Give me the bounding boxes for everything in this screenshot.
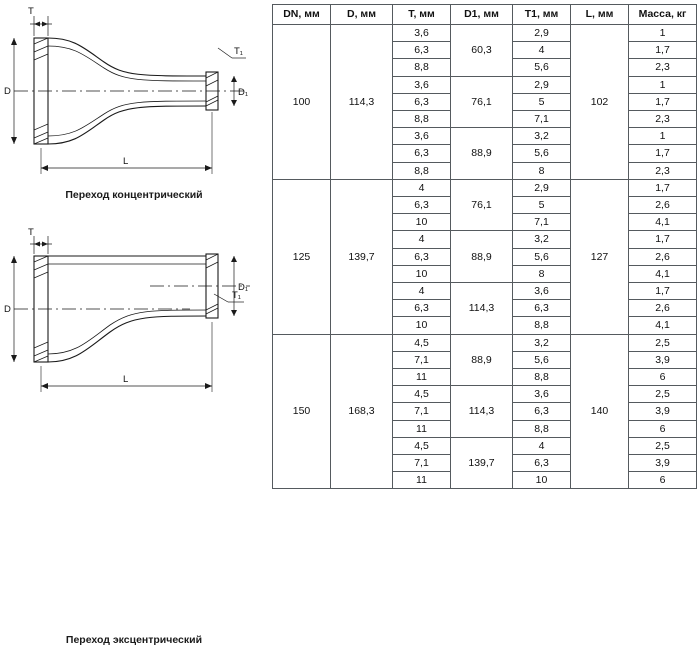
cell-t1: 2,9: [513, 179, 571, 196]
cell-t: 7,1: [393, 403, 451, 420]
cell-t1: 2,9: [513, 25, 571, 42]
concentric-reducer-caption: Переход концентрический: [65, 189, 203, 201]
cell-dn: 125: [273, 179, 331, 334]
cell-d1: 88,9: [451, 334, 513, 386]
cell-mass: 2,6: [629, 248, 697, 265]
cell-dn: 150: [273, 334, 331, 489]
cell-t1: 8,8: [513, 369, 571, 386]
cell-d1: 76,1: [451, 179, 513, 231]
cell-t: 4,5: [393, 334, 451, 351]
cell-d1: 60,3: [451, 25, 513, 77]
cell-t: 6,3: [393, 197, 451, 214]
cell-mass: 1,7: [629, 179, 697, 196]
cell-d1: 76,1: [451, 76, 513, 128]
cell-t: 11: [393, 472, 451, 489]
cell-t1: 5: [513, 197, 571, 214]
cell-t1: 5,6: [513, 59, 571, 76]
concentric-reducer-svg: [0, 2, 268, 192]
cell-mass: 4,1: [629, 265, 697, 282]
cell-t: 4: [393, 179, 451, 196]
cell-mass: 2,3: [629, 111, 697, 128]
cell-t: 6,3: [393, 145, 451, 162]
cell-t: 3,6: [393, 76, 451, 93]
label-T-top: T: [28, 6, 34, 17]
cell-mass: 3,9: [629, 403, 697, 420]
label-D1-top: D₁: [238, 87, 249, 98]
cell-mass: 2,5: [629, 386, 697, 403]
cell-t: 4,5: [393, 386, 451, 403]
cell-mass: 2,5: [629, 334, 697, 351]
label-L-bottom: L: [123, 374, 129, 385]
cell-t: 6,3: [393, 42, 451, 59]
cell-t: 10: [393, 214, 451, 231]
cell-mass: 3,9: [629, 455, 697, 472]
cell-t1: 3,2: [513, 128, 571, 145]
cell-mass: 1: [629, 128, 697, 145]
cell-mass: 2,3: [629, 59, 697, 76]
cell-t1: 4: [513, 42, 571, 59]
cell-t: 7,1: [393, 351, 451, 368]
label-T-bottom: T: [28, 228, 34, 238]
cell-t1: 3,2: [513, 231, 571, 248]
cell-t1: 6,3: [513, 455, 571, 472]
cell-t1: 8: [513, 162, 571, 179]
cell-mass: 2,6: [629, 197, 697, 214]
cell-d1: 114,3: [451, 386, 513, 438]
concentric-reducer-drawing: [0, 2, 268, 227]
cell-t1: 6,3: [513, 403, 571, 420]
header-d: D, мм: [331, 5, 393, 25]
cell-t1: 3,6: [513, 283, 571, 300]
cell-t: 3,6: [393, 25, 451, 42]
cell-mass: 1,7: [629, 42, 697, 59]
eccentric-reducer-drawing: [0, 228, 268, 646]
cell-l: 102: [571, 25, 629, 180]
cell-l: 127: [571, 179, 629, 334]
cell-t: 8,8: [393, 162, 451, 179]
table-body: [273, 25, 697, 489]
cell-t: 11: [393, 369, 451, 386]
cell-mass: 3,9: [629, 351, 697, 368]
cell-t: 11: [393, 420, 451, 437]
cell-mass: 1: [629, 76, 697, 93]
cell-mass: 4,1: [629, 214, 697, 231]
reducer-spec-table: [272, 4, 697, 489]
label-T1-bottom: T₁: [232, 290, 242, 301]
cell-t: 6,3: [393, 93, 451, 110]
cell-t: 6,3: [393, 248, 451, 265]
header-t1: T1, мм: [513, 5, 571, 25]
cell-mass: 1,7: [629, 283, 697, 300]
cell-t: 6,3: [393, 300, 451, 317]
table-header-row: [273, 5, 697, 25]
cell-t1: 2,9: [513, 76, 571, 93]
table-row: [273, 25, 697, 42]
cell-mass: 2,5: [629, 437, 697, 454]
cell-t: 4: [393, 283, 451, 300]
cell-t1: 8,8: [513, 317, 571, 334]
label-D-top: D: [4, 86, 11, 97]
cell-t: 10: [393, 265, 451, 282]
cell-t1: 8: [513, 265, 571, 282]
cell-d: 139,7: [331, 179, 393, 334]
header-mass: Масса, кг: [629, 5, 697, 25]
cell-t: 4,5: [393, 437, 451, 454]
drawings-panel: [0, 0, 268, 646]
cell-d1: 88,9: [451, 128, 513, 180]
cell-mass: 1,7: [629, 93, 697, 110]
header-dn: DN, мм: [273, 5, 331, 25]
cell-t1: 7,1: [513, 214, 571, 231]
cell-mass: 1,7: [629, 231, 697, 248]
cell-d1: 88,9: [451, 231, 513, 283]
cell-d1: 114,3: [451, 283, 513, 335]
cell-mass: 6: [629, 420, 697, 437]
cell-t1: 3,2: [513, 334, 571, 351]
cell-t1: 5,6: [513, 351, 571, 368]
label-D1-bottom: D₁: [238, 282, 249, 293]
cell-t: 10: [393, 317, 451, 334]
cell-mass: 4,1: [629, 317, 697, 334]
cell-t1: 3,6: [513, 386, 571, 403]
cell-d1: 139,7: [451, 437, 513, 489]
label-D-bottom: D: [4, 304, 11, 315]
cell-mass: 6: [629, 472, 697, 489]
cell-t: 8,8: [393, 59, 451, 76]
cell-t: 4: [393, 231, 451, 248]
cell-t: 8,8: [393, 111, 451, 128]
cell-t1: 5,6: [513, 248, 571, 265]
cell-dn: 100: [273, 25, 331, 180]
cell-d: 168,3: [331, 334, 393, 489]
header-d1: D1, мм: [451, 5, 513, 25]
cell-mass: 6: [629, 369, 697, 386]
cell-t1: 7,1: [513, 111, 571, 128]
cell-t1: 5: [513, 93, 571, 110]
spec-table-wrap: [272, 4, 696, 489]
eccentric-reducer-caption: Переход эксцентрический: [65, 634, 203, 646]
cell-t: 7,1: [393, 455, 451, 472]
header-t: T, мм: [393, 5, 451, 25]
table-row: [273, 179, 697, 196]
table-row: [273, 334, 697, 351]
cell-t1: 6,3: [513, 300, 571, 317]
label-L-top: L: [123, 156, 129, 167]
label-T1-top: T₁: [234, 46, 244, 57]
cell-d: 114,3: [331, 25, 393, 180]
cell-t1: 5,6: [513, 145, 571, 162]
cell-mass: 2,6: [629, 300, 697, 317]
cell-l: 140: [571, 334, 629, 489]
cell-t1: 4: [513, 437, 571, 454]
cell-t1: 8,8: [513, 420, 571, 437]
cell-mass: 1: [629, 25, 697, 42]
eccentric-reducer-svg: [0, 228, 268, 418]
header-l: L, мм: [571, 5, 629, 25]
cell-mass: 2,3: [629, 162, 697, 179]
cell-mass: 1,7: [629, 145, 697, 162]
cell-t1: 10: [513, 472, 571, 489]
cell-t: 3,6: [393, 128, 451, 145]
